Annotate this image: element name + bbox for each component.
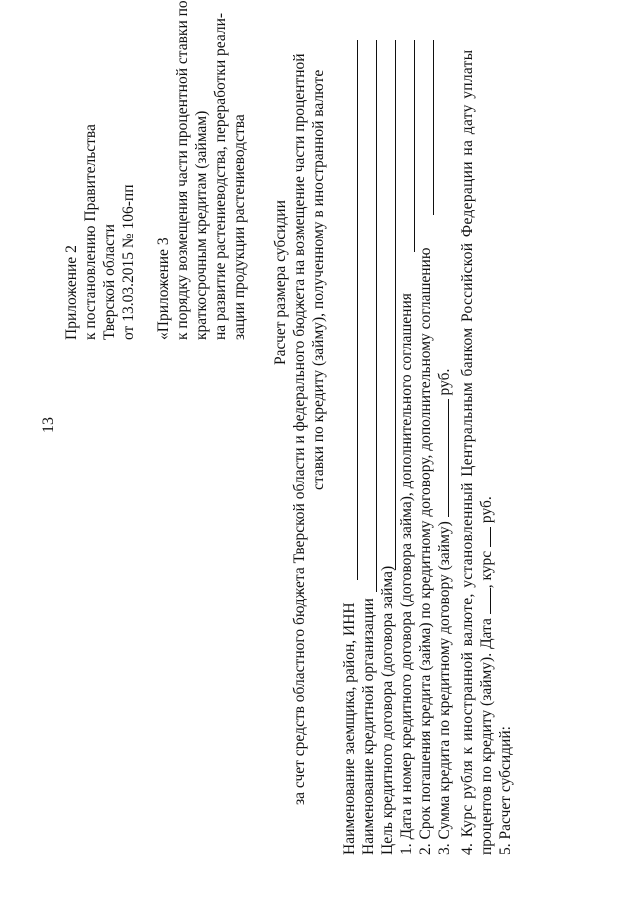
appendix-line-7: краткосрочным кредитам (займам) [193, 110, 210, 340]
borrower-fill-line [357, 40, 358, 580]
item-4-date-label: процентов по кредиту (займу). Дата [478, 618, 495, 855]
item-1-fill-line [414, 40, 415, 252]
appendix-line-6: к порядку возмещения части процентной ставки по [174, 0, 191, 340]
item-3 [436, 369, 453, 855]
appendix-line-4: от 13.03.2015 № 106-пп [120, 184, 137, 340]
purpose-label: Цель кредитного договора (договора займа) [379, 565, 396, 855]
borrower-label: Наименование заемщика, район, ИНН [341, 602, 358, 855]
title-line-3: ставки по кредиту (займу), полученному в иностранной валюте [310, 69, 327, 490]
page-number: 13 [40, 417, 57, 433]
creditor-label: Наименование кредитной организации [360, 598, 377, 855]
appendix-line-1: Приложение 2 [63, 245, 80, 340]
item-2-fill-line [433, 40, 434, 215]
appendix-line-9: зации продукции растениеводства [231, 114, 248, 340]
purpose-fill-line [395, 40, 396, 570]
item-4-rate-blank [490, 527, 491, 547]
item-1: 1. Дата и номер кредитного договора (договора займа), дополнительного соглашения [398, 293, 415, 855]
appendix-line-5: «Приложение 3 [155, 237, 172, 340]
appendix-line-3: Тверской области [101, 224, 118, 340]
creditor-fill-line [376, 40, 377, 592]
item-3-unit: руб. [436, 368, 453, 396]
appendix-line-2: к постановлению Правительства [82, 124, 99, 340]
item-3-amount-blank [448, 399, 449, 517]
item-5: 5. Расчет субсидий: [497, 726, 514, 855]
item-4-line-2 [478, 496, 495, 855]
item-4-unit: руб. [478, 496, 495, 524]
item-2: 2. Срок погашения кредита (займа) по кредитному договору, дополнительному соглашению [417, 247, 434, 855]
title-line-2: за счет средств областного бюджета Тверской области и федерального бюджета на возмещение части процентной [291, 53, 308, 805]
item-4-rate-label: , курс [478, 550, 495, 589]
item-3-label: 3. Сумма кредита по кредитному договору (займу) [436, 521, 453, 855]
item-4-date-blank [490, 588, 491, 614]
appendix-line-8: на развитие растениеводства, переработки реали- [212, 12, 229, 340]
title-line-1: Расчет размера субсидии [272, 200, 289, 365]
item-4-line-1: 4. Курс рубля к иностранной валюте, установленный Центральным банком Российской Федерации на дату уплаты [459, 49, 476, 855]
